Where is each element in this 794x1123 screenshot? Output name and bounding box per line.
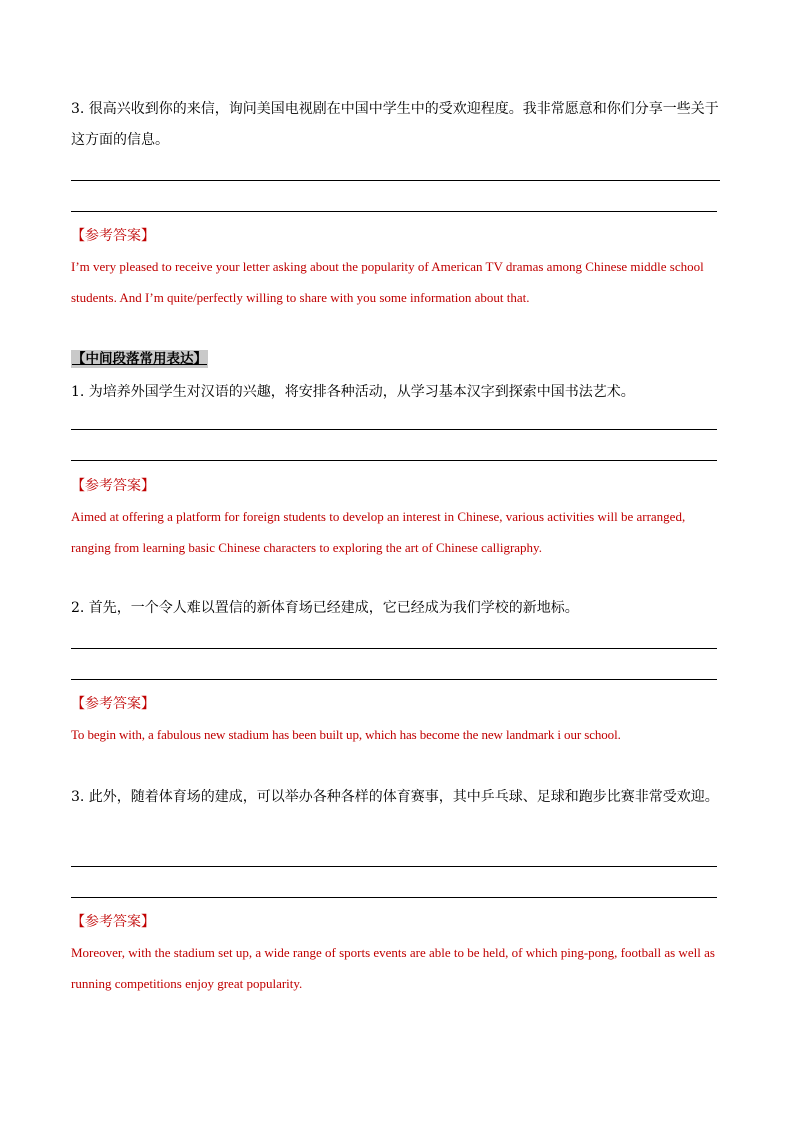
answer-line: [71, 211, 717, 212]
answer-line: [71, 866, 717, 867]
answer-line: [71, 429, 717, 430]
answer-text: I’m very pleased to receive your letter asking about the popularity of American TV dramas among Chinese middle school students. And I’m quite/perfectly willing to share with you some information about that.: [71, 259, 704, 305]
question-text: 1. 为培养外国学生对汉语的兴趣，将安排各种活动，从学习基本汉字到探索中国书法艺术。: [71, 384, 635, 400]
section-heading: 【中间段落常用表达】: [72, 351, 207, 367]
answer-label: 【参考答案】: [71, 696, 155, 712]
answer-label: 【参考答案】: [71, 228, 155, 244]
answer-text: Aimed at offering a platform for foreign students to develop an interest in Chinese, various activities will be arranged, ranging from learning basic Chinese characters to exploring the art of Chinese calligraphy.: [71, 509, 686, 555]
answer-line: [71, 180, 720, 181]
answer-text: To begin with, a fabulous new stadium has been built up, which has become the new landmark i our school.: [71, 727, 621, 742]
answer-text: Moreover, with the stadium set up, a wide range of sports events are able to be held, of which ping-pong, football as well as running competitions enjoy great popularity.: [71, 945, 715, 991]
question-text: 2. 首先，一个令人难以置信的新体育场已经建成，它已经成为我们学校的新地标。: [71, 600, 579, 616]
answer-label: 【参考答案】: [71, 478, 155, 494]
answer-line: [71, 648, 717, 649]
answer-line: [71, 679, 717, 680]
question-text: 3. 此外，随着体育场的建成，可以举办各种各样的体育赛事，其中乒乓球、足球和跑步比赛非常受欢迎。: [71, 789, 719, 805]
answer-line: [71, 897, 717, 898]
answer-line: [71, 460, 717, 461]
question-text: 3. 很高兴收到你的来信，询问美国电视剧在中国中学生中的受欢迎程度。我非常愿意和你们分享一些关于这方面的信息。: [71, 101, 719, 148]
answer-label: 【参考答案】: [71, 914, 155, 930]
